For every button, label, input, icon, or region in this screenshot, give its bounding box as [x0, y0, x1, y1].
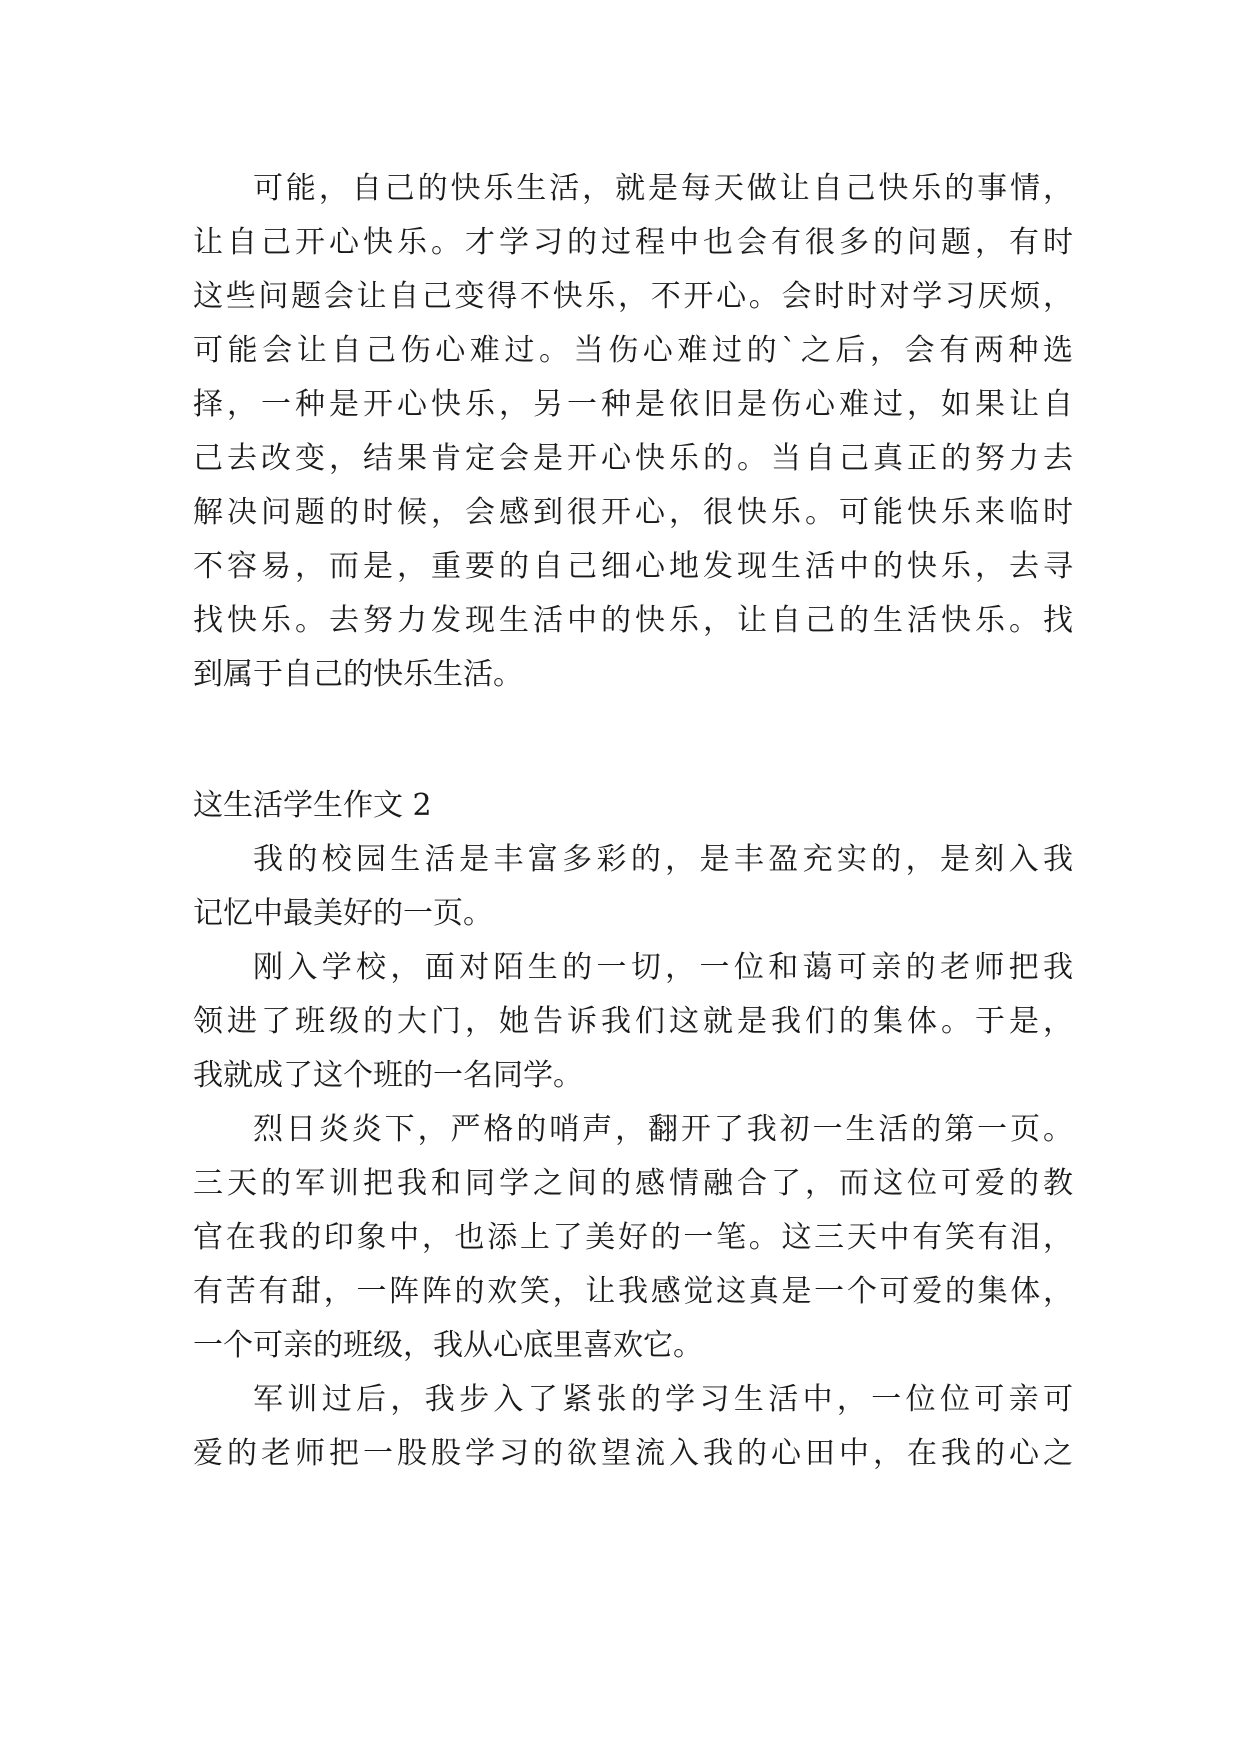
paragraph-line: 择，一种是开心快乐，另一种是依旧是伤心难过，如果让自: [193, 387, 1073, 422]
paragraph-line: 这些问题会让自己变得不快乐，不开心。会时时对学习厌烦，: [193, 279, 1073, 314]
paragraph-line: 有苦有甜，一阵阵的欢笑，让我感觉这真是一个可爱的集体，: [193, 1274, 1073, 1309]
paragraph-line: 领进了班级的大门，她告诉我们这就是我们的集体。于是，: [193, 1004, 1073, 1039]
paragraph-line: 三天的军训把我和同学之间的感情融合了，而这位可爱的教: [193, 1166, 1073, 1201]
paragraph-line: 解决问题的时候，会感到很开心，很快乐。可能快乐来临时: [193, 495, 1073, 530]
paragraph-line: 我的校园生活是丰富多彩的，是丰盈充实的，是刻入我: [253, 842, 1073, 877]
paragraph-line: 可能会让自己伤心难过。当伤心难过的`之后，会有两种选: [193, 333, 1073, 368]
paragraph-line: 军训过后，我步入了紧张的学习生活中，一位位可亲可: [253, 1382, 1073, 1417]
paragraph-line: 我就成了这个班的一名同学。: [193, 1058, 583, 1093]
paragraph-line: 己去改变，结果肯定会是开心快乐的。当自己真正的努力去: [193, 441, 1073, 476]
paragraph-line: 可能，自己的快乐生活，就是每天做让自己快乐的事情，: [253, 171, 1073, 206]
paragraph-line: 到属于自己的快乐生活。: [193, 657, 523, 692]
paragraph-line: 记忆中最美好的一页。: [193, 896, 493, 931]
paragraph-line: 官在我的印象中，也添上了美好的一笔。这三天中有笑有泪，: [193, 1220, 1073, 1255]
section-heading: 这生活学生作文 2: [193, 788, 432, 823]
paragraph-line: 让自己开心快乐。才学习的过程中也会有很多的问题，有时: [193, 225, 1073, 260]
paragraph-line: 一个可亲的班级，我从心底里喜欢它。: [193, 1328, 703, 1363]
paragraph-line: 烈日炎炎下，严格的哨声，翻开了我初一生活的第一页。: [253, 1112, 1073, 1147]
paragraph-line: 找快乐。去努力发现生活中的快乐，让自己的生活快乐。找: [193, 603, 1073, 638]
paragraph-line: 不容易，而是，重要的自己细心地发现生活中的快乐，去寻: [193, 549, 1073, 584]
paragraph-line: 刚入学校，面对陌生的一切，一位和蔼可亲的老师把我: [253, 950, 1073, 985]
paragraph-line: 爱的老师把一股股学习的欲望流入我的心田中，在我的心之: [193, 1436, 1073, 1471]
